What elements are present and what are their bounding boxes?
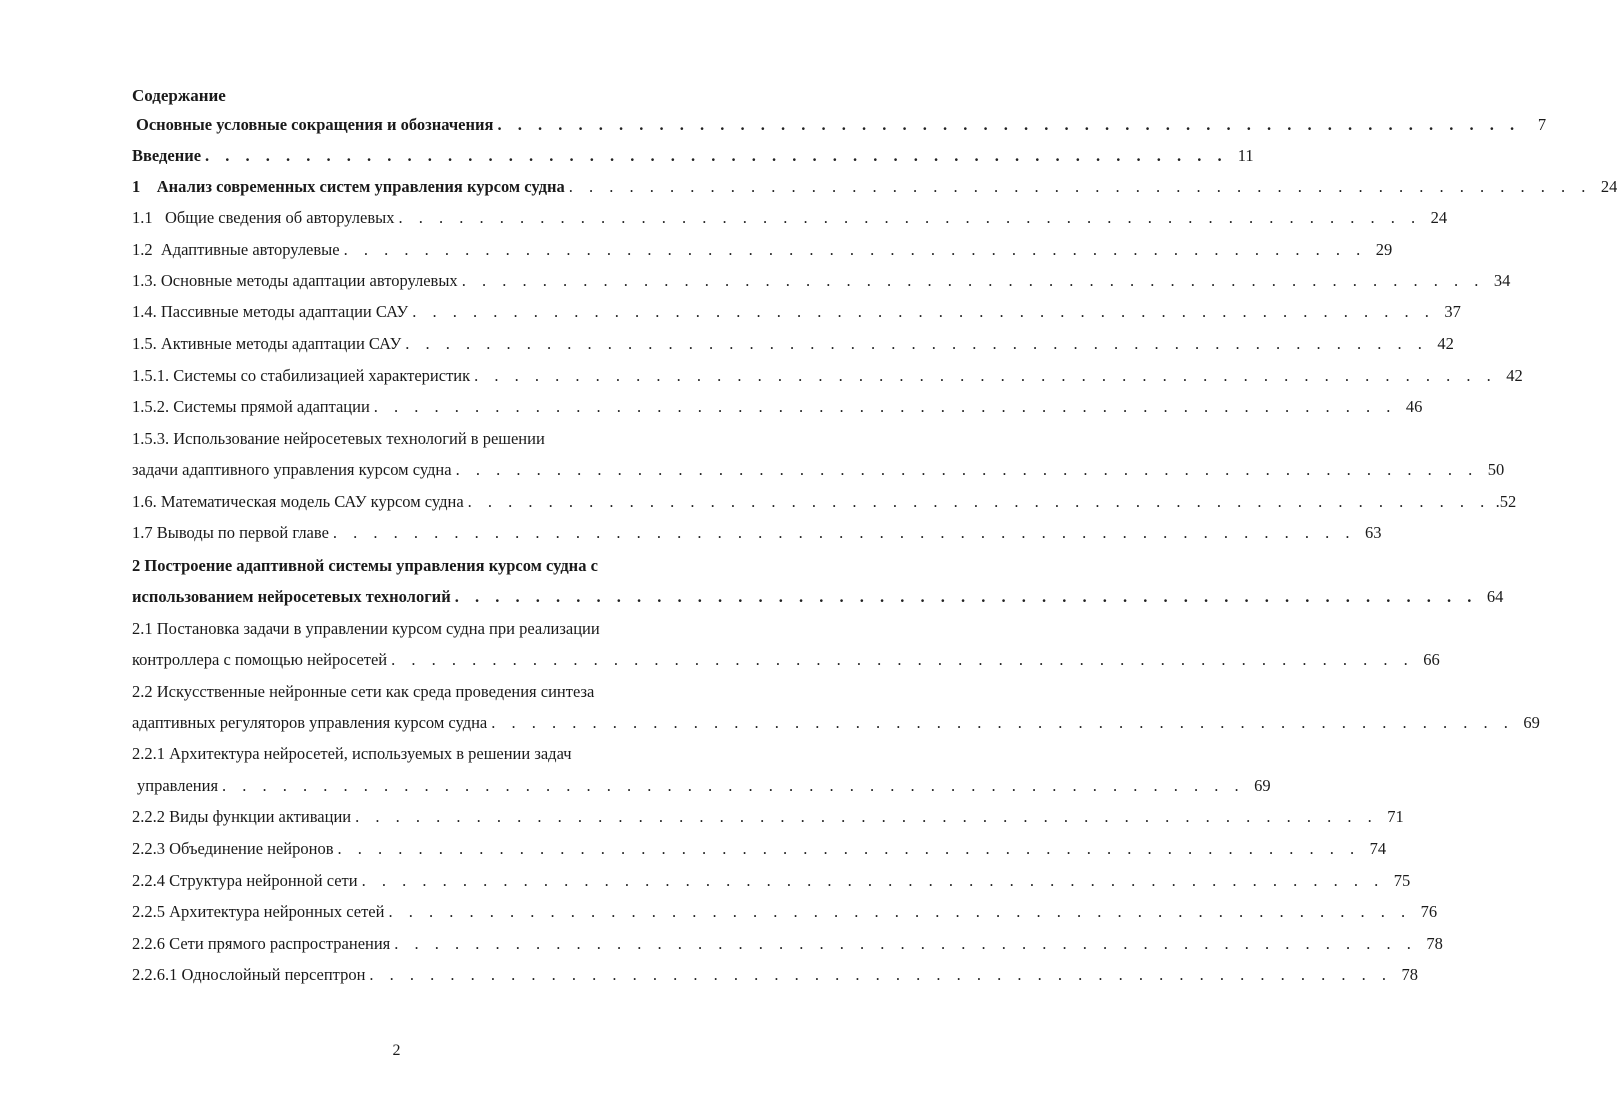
toc-entry: 2.2.5 Архитектура нейронных сетей . . . . . . . . . . . . . . . . . . . . . . . . . . . . . . . . . . . . . . . . . . . . . . . . . . . 76: [132, 902, 1438, 921]
toc-entry: 2.2.4 Структура нейронной сети . . . . . . . . . . . . . . . . . . . . . . . . . . . . . . . . . . . . . . . . . . . . . . . . . . . 75: [132, 871, 1411, 890]
toc-entry: 2.2.2 Виды функции активации . . . . . . . . . . . . . . . . . . . . . . . . . . . . . . . . . . . . . . . . . . . . . . . . . . . 71: [132, 807, 1404, 826]
toc-entry: 1.5.2. Системы прямой адаптации . . . . . . . . . . . . . . . . . . . . . . . . . . . . . . . . . . . . . . . . . . . . . . . . . . . 46: [132, 397, 1423, 416]
toc-entry: 1 Анализ современных систем управления курсом судна . . . . . . . . . . . . . . . . . . . . . . . . . . . . . . . . . . . . . . . . . . . . . . . . . . . 24: [132, 177, 1617, 196]
toc-entry: задачи адаптивного управления курсом судна . . . . . . . . . . . . . . . . . . . . . . . . . . . . . . . . . . . . . . . . . . . . . . . . . . . 50: [132, 460, 1505, 479]
toc-entry: 1.5.1. Системы со стабилизацией характеристик . . . . . . . . . . . . . . . . . . . . . . . . . . . . . . . . . . . . . . . . . . . . . . . . . . . 42: [132, 366, 1523, 385]
toc-entry: 1.1 Общие сведения об авторулевых . . . . . . . . . . . . . . . . . . . . . . . . . . . . . . . . . . . . . . . . . . . . . . . . . . . 24: [132, 208, 1448, 227]
toc-entry: адаптивных регуляторов управления курсом судна . . . . . . . . . . . . . . . . . . . . . . . . . . . . . . . . . . . . . . . . . . . . . . . . . . . 69: [132, 713, 1540, 732]
toc-entry: 2.2.3 Объединение нейронов . . . . . . . . . . . . . . . . . . . . . . . . . . . . . . . . . . . . . . . . . . . . . . . . . . . 74: [132, 839, 1387, 858]
toc-entry: 2.2.1 Архитектура нейросетей, используемых в решении задач: [132, 744, 572, 763]
toc-entry: 2.1 Постановка задачи в управлении курсом судна при реализации: [132, 619, 600, 638]
toc-entry: 2.2 Искусственные нейронные сети как среда проведения синтеза: [132, 682, 595, 701]
toc-entry: 1.5.3. Использование нейросетевых технологий в решении: [132, 429, 545, 448]
toc-entry: управления . . . . . . . . . . . . . . . . . . . . . . . . . . . . . . . . . . . . . . . . . . . . . . . . . . . 69: [137, 776, 1271, 795]
toc-entry: контроллера с помощью нейросетей . . . . . . . . . . . . . . . . . . . . . . . . . . . . . . . . . . . . . . . . . . . . . . . . . . . 66: [132, 650, 1440, 669]
toc-entry: 2 Построение адаптивной системы управления курсом судна с: [132, 556, 598, 575]
toc-entry: 1.2 Адаптивные авторулевые . . . . . . . . . . . . . . . . . . . . . . . . . . . . . . . . . . . . . . . . . . . . . . . . . . . 29: [132, 240, 1393, 259]
page-number: 2: [392, 1042, 401, 1059]
toc-entry: 1.4. Пассивные методы адаптации САУ . . . . . . . . . . . . . . . . . . . . . . . . . . . . . . . . . . . . . . . . . . . . . . . . . . . 37: [132, 302, 1461, 321]
toc-entry: 1.3. Основные методы адаптации авторулевых . . . . . . . . . . . . . . . . . . . . . . . . . . . . . . . . . . . . . . . . . . . . . . . . . . . 34: [132, 271, 1511, 290]
toc-entry: 1.6. Математическая модель САУ курсом судна . . . . . . . . . . . . . . . . . . . . . . . . . . . . . . . . . . . . . . . . . . . . . . . . . . . .52: [132, 492, 1517, 511]
toc-entry: использованием нейросетевых технологий . . . . . . . . . . . . . . . . . . . . . . . . . . . . . . . . . . . . . . . . . . . . . . . . . . . 64: [132, 587, 1504, 606]
toc-entry: Введение . . . . . . . . . . . . . . . . . . . . . . . . . . . . . . . . . . . . . . . . . . . . . . . . . . . 11: [132, 146, 1254, 165]
toc-entry: 1.5. Активные методы адаптации САУ . . . . . . . . . . . . . . . . . . . . . . . . . . . . . . . . . . . . . . . . . . . . . . . . . . . 42: [132, 334, 1454, 353]
toc-title: Содержание: [132, 86, 226, 105]
toc-entry: 2.2.6 Сети прямого распространения . . . . . . . . . . . . . . . . . . . . . . . . . . . . . . . . . . . . . . . . . . . . . . . . . . . 78: [132, 934, 1443, 953]
toc-entry: 2.2.6.1 Однослойный персептрон . . . . . . . . . . . . . . . . . . . . . . . . . . . . . . . . . . . . . . . . . . . . . . . . . . . 78: [132, 965, 1419, 984]
toc-entry: 1.7 Выводы по первой главе . . . . . . . . . . . . . . . . . . . . . . . . . . . . . . . . . . . . . . . . . . . . . . . . . . . 63: [132, 523, 1382, 542]
toc-entry: Основные условные сокращения и обозначения . . . . . . . . . . . . . . . . . . . . . . . . . . . . . . . . . . . . . . . . . . . . . . . . . . . 7: [136, 115, 1547, 134]
